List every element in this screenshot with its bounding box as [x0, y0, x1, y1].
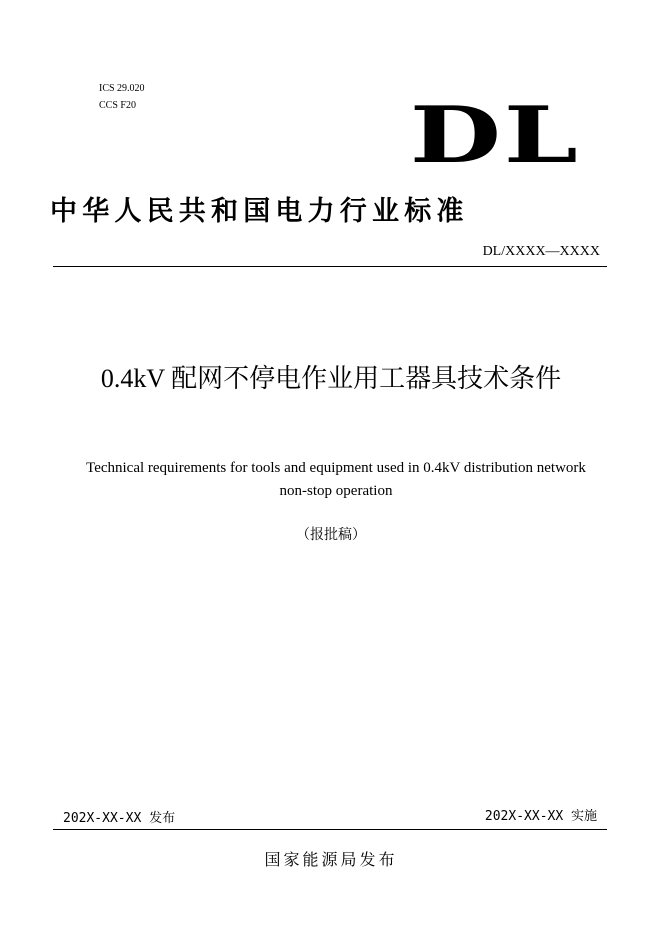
draft-note: （报批稿）: [296, 527, 366, 543]
document-title-en: [60, 457, 612, 503]
implementation-date: 202X-XX-XX 实施: [484, 809, 597, 824]
publisher: 国家能源局发布: [264, 850, 398, 869]
ccs-code: CCS F20: [99, 100, 136, 111]
issue-date: 202X-XX-XX 发布: [63, 811, 176, 826]
title-en-line-2: non-stop operation: [279, 483, 393, 499]
standard-number: DL/XXXX—XXXX: [482, 244, 600, 259]
standard-title: 中华人民共和国电力行业标准: [50, 196, 469, 227]
ics-code: ICS 29.020: [99, 83, 145, 94]
dl-logo: DL: [409, 90, 580, 181]
title-en-line-1: Technical requirements for tools and equipment used in 0.4kV distribution network: [86, 460, 586, 476]
bottom-divider: [53, 829, 607, 830]
document-title-zh: 0.4kV 配网不停电作业用工器具技术条件: [100, 364, 562, 393]
top-divider: [53, 266, 607, 267]
